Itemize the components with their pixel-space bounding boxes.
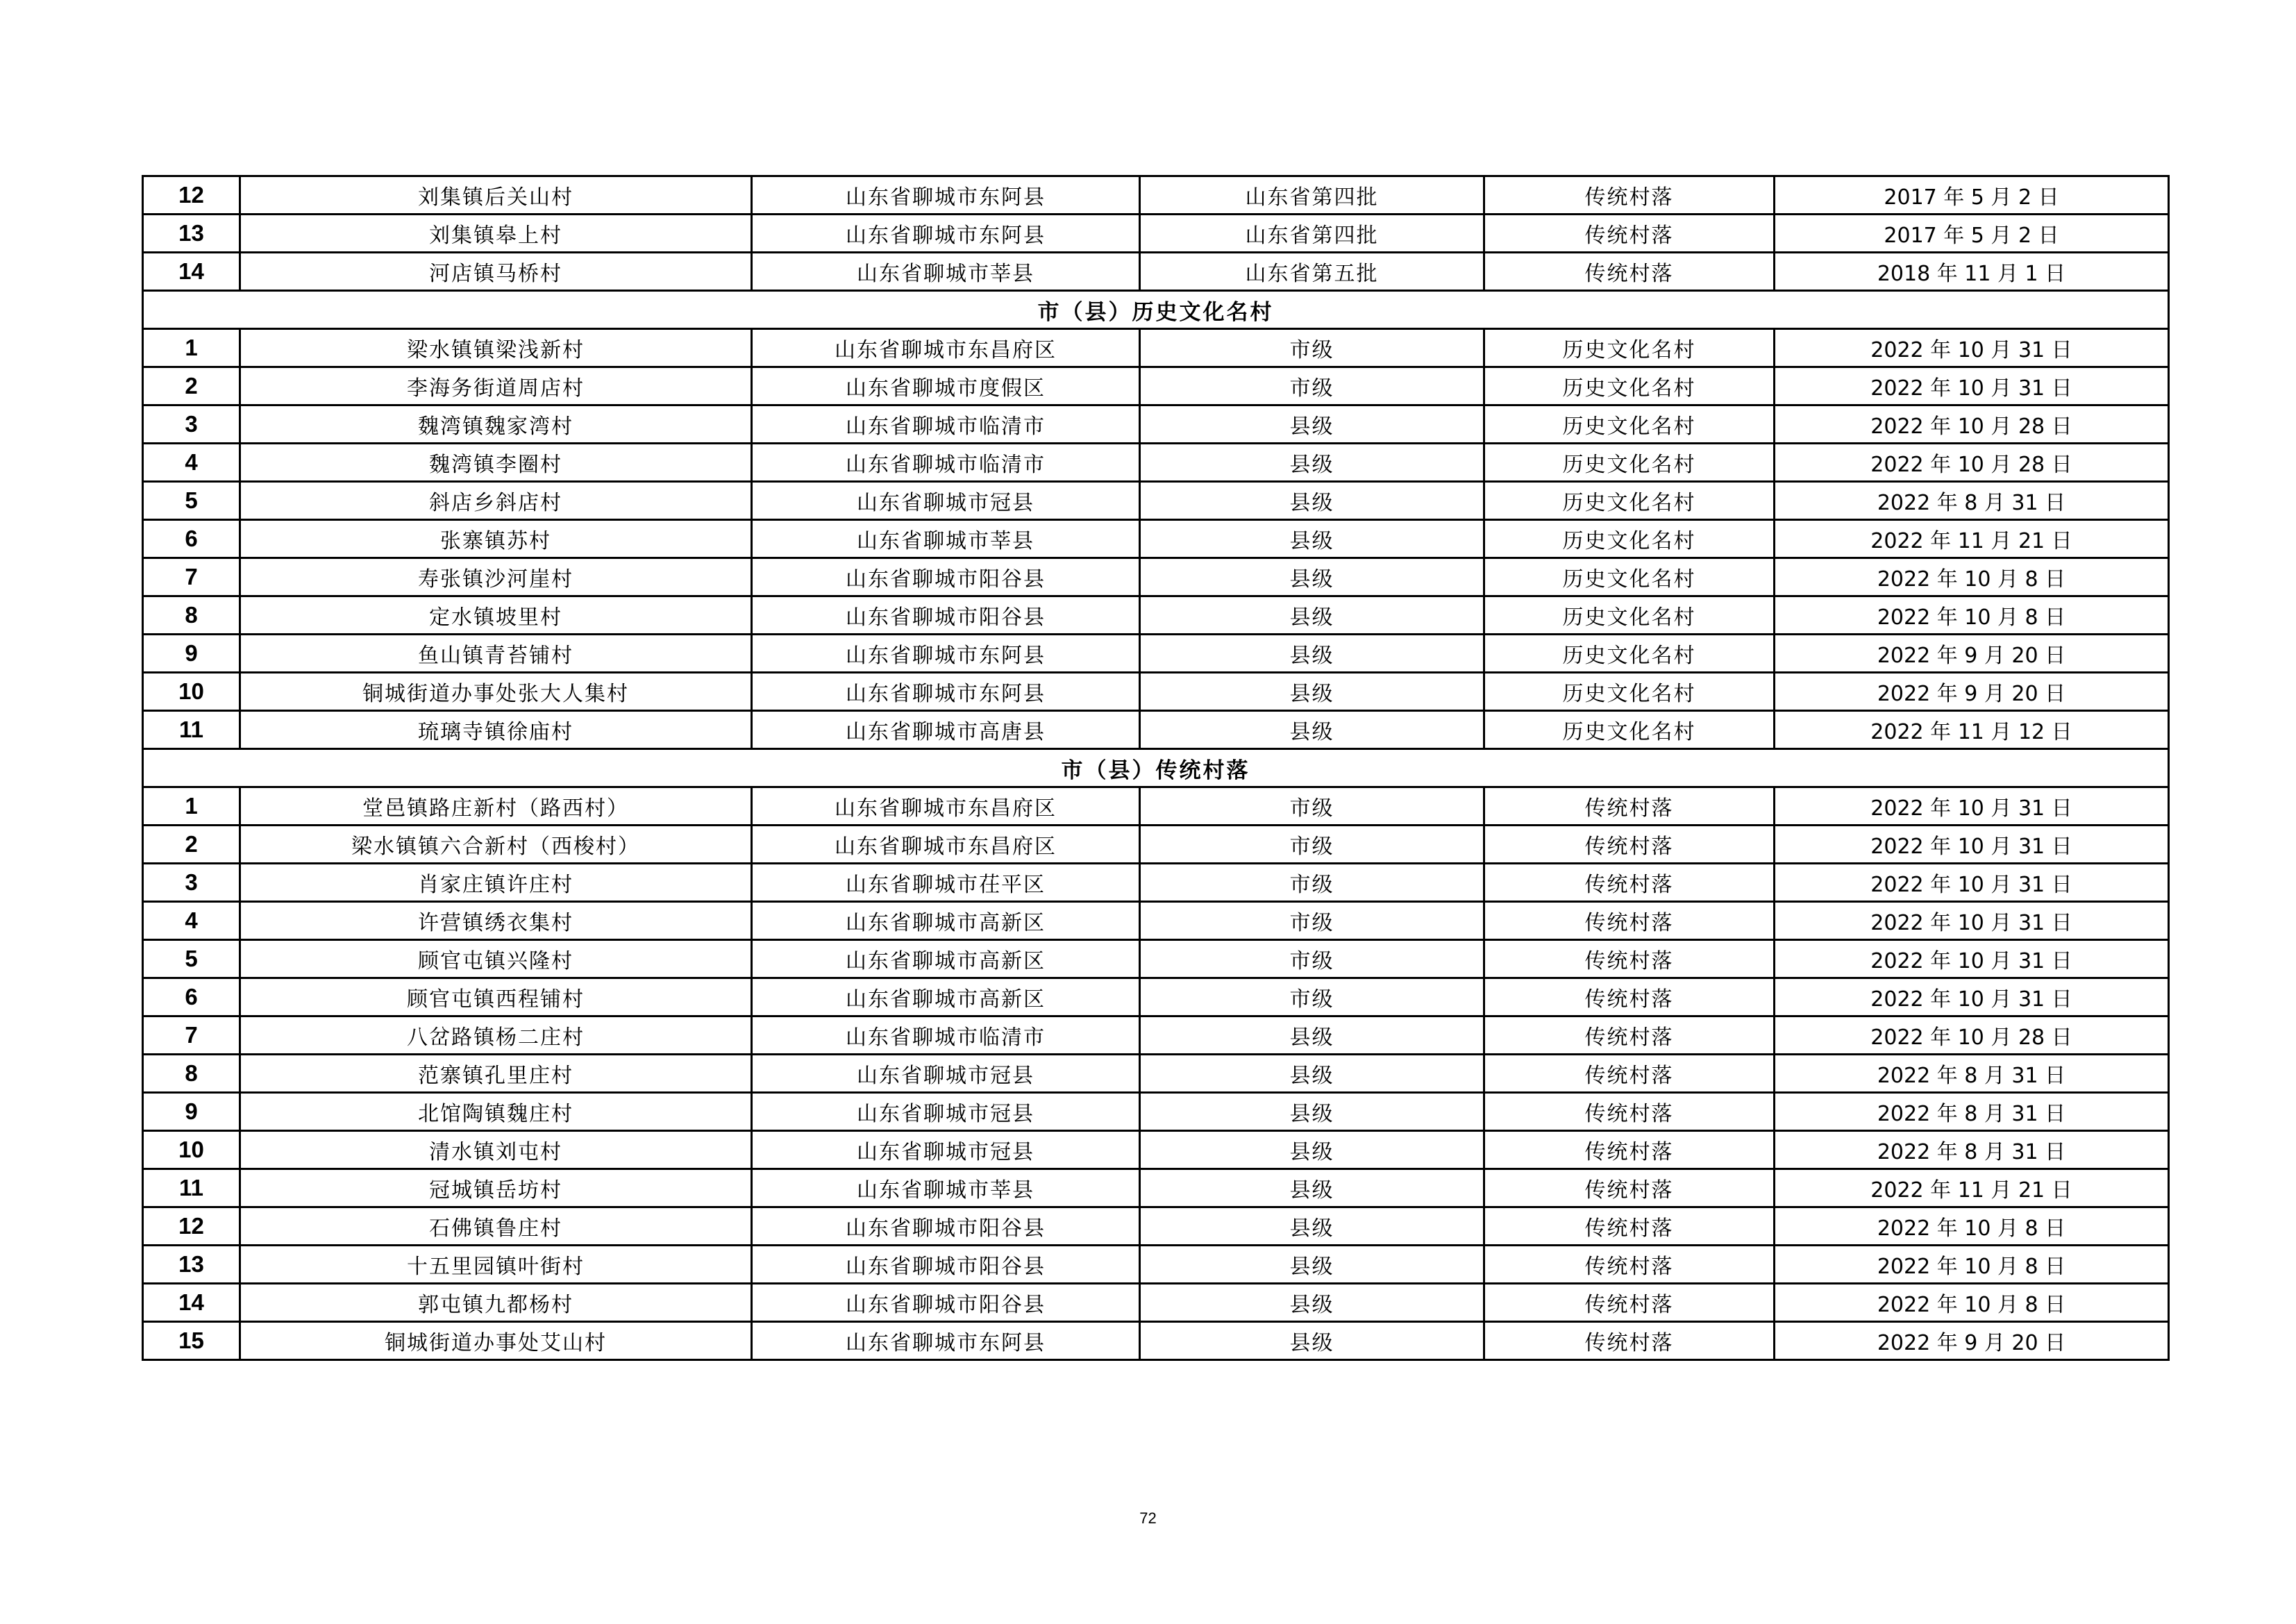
location-cell: 山东省聊城市冠县 — [752, 1055, 1140, 1093]
village-name-cell: 石佛镇鲁庄村 — [240, 1207, 752, 1246]
category-cell: 传统村落 — [1484, 940, 1775, 978]
category-cell: 历史文化名村 — [1484, 444, 1775, 482]
category-cell: 传统村落 — [1484, 1322, 1775, 1360]
category-cell: 传统村落 — [1484, 902, 1775, 940]
row-number-cell: 1 — [143, 329, 240, 367]
village-name-cell: 八岔路镇杨二庄村 — [240, 1016, 752, 1055]
level-cell: 山东省第五批 — [1140, 253, 1484, 291]
location-cell: 山东省聊城市高唐县 — [752, 711, 1140, 749]
row-number-cell: 14 — [143, 253, 240, 291]
table-row — [143, 1207, 2169, 1246]
location-cell: 山东省聊城市东阿县 — [752, 635, 1140, 673]
row-number-cell: 7 — [143, 558, 240, 596]
date-cell: 2022 年 8 月 31 日 — [1775, 482, 2169, 520]
table-row — [143, 1322, 2169, 1360]
location-cell: 山东省聊城市阳谷县 — [752, 1284, 1140, 1322]
row-number-cell: 11 — [143, 1169, 240, 1207]
level-cell: 县级 — [1140, 711, 1484, 749]
date-cell: 2022 年 8 月 31 日 — [1775, 1055, 2169, 1093]
village-name-cell: 梁水镇镇六合新村（西梭村） — [240, 826, 752, 864]
table-row — [143, 176, 2169, 215]
village-name-cell: 河店镇马桥村 — [240, 253, 752, 291]
date-cell: 2022 年 10 月 8 日 — [1775, 1207, 2169, 1246]
village-name-cell: 郭屯镇九都杨村 — [240, 1284, 752, 1322]
date-cell: 2022 年 11 月 21 日 — [1775, 520, 2169, 558]
level-cell: 县级 — [1140, 405, 1484, 444]
village-list-table — [142, 175, 2170, 1361]
table-row — [143, 1016, 2169, 1055]
village-name-cell: 肖家庄镇许庄村 — [240, 864, 752, 902]
category-cell: 传统村落 — [1484, 253, 1775, 291]
village-name-cell: 定水镇坡里村 — [240, 596, 752, 635]
table-row — [143, 405, 2169, 444]
row-number-cell: 13 — [143, 1246, 240, 1284]
location-cell: 山东省聊城市冠县 — [752, 1093, 1140, 1131]
date-cell: 2022 年 8 月 31 日 — [1775, 1131, 2169, 1169]
table-row — [143, 787, 2169, 826]
table-row — [143, 520, 2169, 558]
village-name-cell: 鱼山镇青苔铺村 — [240, 635, 752, 673]
row-number-cell: 7 — [143, 1016, 240, 1055]
level-cell: 县级 — [1140, 635, 1484, 673]
category-cell: 传统村落 — [1484, 1131, 1775, 1169]
village-name-cell: 堂邑镇路庄新村（路西村） — [240, 787, 752, 826]
table-row — [143, 864, 2169, 902]
level-cell: 市级 — [1140, 329, 1484, 367]
table-row — [143, 482, 2169, 520]
section-header-row — [143, 291, 2169, 329]
level-cell: 市级 — [1140, 902, 1484, 940]
table-row — [143, 444, 2169, 482]
date-cell: 2022 年 10 月 31 日 — [1775, 367, 2169, 405]
date-cell: 2022 年 9 月 20 日 — [1775, 673, 2169, 711]
village-name-cell: 顾官屯镇西程铺村 — [240, 978, 752, 1016]
row-number-cell: 2 — [143, 367, 240, 405]
category-cell: 传统村落 — [1484, 176, 1775, 215]
row-number-cell: 1 — [143, 787, 240, 826]
category-cell: 传统村落 — [1484, 1284, 1775, 1322]
village-name-cell: 铜城街道办事处艾山村 — [240, 1322, 752, 1360]
row-number-cell: 9 — [143, 1093, 240, 1131]
row-number-cell: 15 — [143, 1322, 240, 1360]
category-cell: 历史文化名村 — [1484, 405, 1775, 444]
level-cell: 县级 — [1140, 444, 1484, 482]
village-name-cell: 刘集镇皋上村 — [240, 215, 752, 253]
date-cell: 2022 年 10 月 31 日 — [1775, 787, 2169, 826]
location-cell: 山东省聊城市高新区 — [752, 978, 1140, 1016]
level-cell: 县级 — [1140, 482, 1484, 520]
category-cell: 传统村落 — [1484, 1016, 1775, 1055]
location-cell: 山东省聊城市东阿县 — [752, 215, 1140, 253]
row-number-cell: 5 — [143, 482, 240, 520]
row-number-cell: 10 — [143, 1131, 240, 1169]
location-cell: 山东省聊城市临清市 — [752, 405, 1140, 444]
date-cell: 2022 年 8 月 31 日 — [1775, 1093, 2169, 1131]
table-row — [143, 826, 2169, 864]
level-cell: 山东省第四批 — [1140, 215, 1484, 253]
section-heading: 市（县）历史文化名村 — [143, 291, 2169, 329]
row-number-cell: 4 — [143, 902, 240, 940]
row-number-cell: 10 — [143, 673, 240, 711]
date-cell: 2022 年 10 月 8 日 — [1775, 1284, 2169, 1322]
category-cell: 历史文化名村 — [1484, 558, 1775, 596]
row-number-cell: 3 — [143, 405, 240, 444]
location-cell: 山东省聊城市东阿县 — [752, 673, 1140, 711]
row-number-cell: 6 — [143, 520, 240, 558]
row-number-cell: 12 — [143, 176, 240, 215]
page-number: 72 — [1139, 1509, 1157, 1527]
date-cell: 2022 年 10 月 28 日 — [1775, 405, 2169, 444]
category-cell: 传统村落 — [1484, 864, 1775, 902]
table-row — [143, 367, 2169, 405]
level-cell: 县级 — [1140, 1322, 1484, 1360]
category-cell: 历史文化名村 — [1484, 329, 1775, 367]
table-row — [143, 711, 2169, 749]
date-cell: 2022 年 10 月 31 日 — [1775, 329, 2169, 367]
category-cell: 传统村落 — [1484, 1169, 1775, 1207]
row-number-cell: 14 — [143, 1284, 240, 1322]
date-cell: 2022 年 10 月 8 日 — [1775, 1246, 2169, 1284]
location-cell: 山东省聊城市临清市 — [752, 444, 1140, 482]
location-cell: 山东省聊城市阳谷县 — [752, 558, 1140, 596]
location-cell: 山东省聊城市高新区 — [752, 940, 1140, 978]
location-cell: 山东省聊城市阳谷县 — [752, 596, 1140, 635]
table-row — [143, 978, 2169, 1016]
location-cell: 山东省聊城市东昌府区 — [752, 826, 1140, 864]
level-cell: 市级 — [1140, 826, 1484, 864]
village-name-cell: 顾官屯镇兴隆村 — [240, 940, 752, 978]
location-cell: 山东省聊城市阳谷县 — [752, 1207, 1140, 1246]
location-cell: 山东省聊城市东阿县 — [752, 176, 1140, 215]
category-cell: 历史文化名村 — [1484, 596, 1775, 635]
village-name-cell: 许营镇绣衣集村 — [240, 902, 752, 940]
level-cell: 山东省第四批 — [1140, 176, 1484, 215]
village-name-cell: 寿张镇沙河崖村 — [240, 558, 752, 596]
level-cell: 县级 — [1140, 1016, 1484, 1055]
date-cell: 2022 年 10 月 8 日 — [1775, 596, 2169, 635]
level-cell: 县级 — [1140, 1207, 1484, 1246]
level-cell: 县级 — [1140, 1131, 1484, 1169]
level-cell: 县级 — [1140, 1246, 1484, 1284]
date-cell: 2022 年 10 月 31 日 — [1775, 902, 2169, 940]
level-cell: 县级 — [1140, 558, 1484, 596]
category-cell: 历史文化名村 — [1484, 482, 1775, 520]
category-cell: 历史文化名村 — [1484, 367, 1775, 405]
date-cell: 2018 年 11 月 1 日 — [1775, 253, 2169, 291]
village-name-cell: 琉璃寺镇徐庙村 — [240, 711, 752, 749]
table-row — [143, 1169, 2169, 1207]
date-cell: 2022 年 10 月 31 日 — [1775, 864, 2169, 902]
village-name-cell: 魏湾镇魏家湾村 — [240, 405, 752, 444]
row-number-cell: 12 — [143, 1207, 240, 1246]
row-number-cell: 4 — [143, 444, 240, 482]
section-heading: 市（县）传统村落 — [143, 749, 2169, 787]
village-name-cell: 斜店乡斜店村 — [240, 482, 752, 520]
category-cell: 传统村落 — [1484, 1246, 1775, 1284]
category-cell: 历史文化名村 — [1484, 520, 1775, 558]
date-cell: 2022 年 10 月 31 日 — [1775, 978, 2169, 1016]
category-cell: 传统村落 — [1484, 978, 1775, 1016]
row-number-cell: 11 — [143, 711, 240, 749]
date-cell: 2022 年 10 月 31 日 — [1775, 826, 2169, 864]
level-cell: 市级 — [1140, 787, 1484, 826]
category-cell: 历史文化名村 — [1484, 711, 1775, 749]
category-cell: 传统村落 — [1484, 826, 1775, 864]
row-number-cell: 13 — [143, 215, 240, 253]
location-cell: 山东省聊城市东昌府区 — [752, 787, 1140, 826]
location-cell: 山东省聊城市茌平区 — [752, 864, 1140, 902]
location-cell: 山东省聊城市东昌府区 — [752, 329, 1140, 367]
table-row — [143, 558, 2169, 596]
level-cell: 县级 — [1140, 596, 1484, 635]
level-cell: 县级 — [1140, 1284, 1484, 1322]
location-cell: 山东省聊城市度假区 — [752, 367, 1140, 405]
category-cell: 历史文化名村 — [1484, 673, 1775, 711]
table-row — [143, 215, 2169, 253]
level-cell: 县级 — [1140, 1093, 1484, 1131]
row-number-cell: 8 — [143, 1055, 240, 1093]
level-cell: 市级 — [1140, 940, 1484, 978]
village-name-cell: 北馆陶镇魏庄村 — [240, 1093, 752, 1131]
row-number-cell: 5 — [143, 940, 240, 978]
date-cell: 2022 年 11 月 21 日 — [1775, 1169, 2169, 1207]
category-cell: 历史文化名村 — [1484, 635, 1775, 673]
table-row — [143, 1246, 2169, 1284]
table-row — [143, 635, 2169, 673]
date-cell: 2017 年 5 月 2 日 — [1775, 176, 2169, 215]
category-cell: 传统村落 — [1484, 1207, 1775, 1246]
date-cell: 2022 年 9 月 20 日 — [1775, 1322, 2169, 1360]
table-row — [143, 902, 2169, 940]
level-cell: 市级 — [1140, 367, 1484, 405]
table-row — [143, 253, 2169, 291]
date-cell: 2022 年 10 月 28 日 — [1775, 444, 2169, 482]
village-name-cell: 梁水镇镇梁浅新村 — [240, 329, 752, 367]
table-row — [143, 1131, 2169, 1169]
table-row — [143, 940, 2169, 978]
row-number-cell: 2 — [143, 826, 240, 864]
level-cell: 县级 — [1140, 1169, 1484, 1207]
location-cell: 山东省聊城市莘县 — [752, 520, 1140, 558]
location-cell: 山东省聊城市莘县 — [752, 253, 1140, 291]
location-cell: 山东省聊城市高新区 — [752, 902, 1140, 940]
village-name-cell: 范寨镇孔里庄村 — [240, 1055, 752, 1093]
village-name-cell: 冠城镇岳坊村 — [240, 1169, 752, 1207]
row-number-cell: 6 — [143, 978, 240, 1016]
row-number-cell: 3 — [143, 864, 240, 902]
village-name-cell: 刘集镇后关山村 — [240, 176, 752, 215]
level-cell: 市级 — [1140, 978, 1484, 1016]
category-cell: 传统村落 — [1484, 1055, 1775, 1093]
category-cell: 传统村落 — [1484, 787, 1775, 826]
location-cell: 山东省聊城市阳谷县 — [752, 1246, 1140, 1284]
date-cell: 2022 年 10 月 8 日 — [1775, 558, 2169, 596]
table-row — [143, 1284, 2169, 1322]
location-cell: 山东省聊城市冠县 — [752, 1131, 1140, 1169]
location-cell: 山东省聊城市莘县 — [752, 1169, 1140, 1207]
row-number-cell: 8 — [143, 596, 240, 635]
level-cell: 县级 — [1140, 520, 1484, 558]
table-row — [143, 1055, 2169, 1093]
section-header-row — [143, 749, 2169, 787]
village-name-cell: 十五里园镇叶街村 — [240, 1246, 752, 1284]
category-cell: 传统村落 — [1484, 215, 1775, 253]
table-row — [143, 329, 2169, 367]
table-row — [143, 596, 2169, 635]
date-cell: 2022 年 11 月 12 日 — [1775, 711, 2169, 749]
village-name-cell: 张寨镇苏村 — [240, 520, 752, 558]
table-row — [143, 673, 2169, 711]
date-cell: 2022 年 9 月 20 日 — [1775, 635, 2169, 673]
category-cell: 传统村落 — [1484, 1093, 1775, 1131]
village-name-cell: 清水镇刘屯村 — [240, 1131, 752, 1169]
table-row — [143, 1093, 2169, 1131]
level-cell: 县级 — [1140, 1055, 1484, 1093]
table-body — [143, 176, 2169, 1360]
location-cell: 山东省聊城市临清市 — [752, 1016, 1140, 1055]
location-cell: 山东省聊城市冠县 — [752, 482, 1140, 520]
row-number-cell: 9 — [143, 635, 240, 673]
village-name-cell: 李海务街道周店村 — [240, 367, 752, 405]
date-cell: 2022 年 10 月 31 日 — [1775, 940, 2169, 978]
level-cell: 县级 — [1140, 673, 1484, 711]
village-name-cell: 魏湾镇李圈村 — [240, 444, 752, 482]
level-cell: 市级 — [1140, 864, 1484, 902]
location-cell: 山东省聊城市东阿县 — [752, 1322, 1140, 1360]
village-name-cell: 铜城街道办事处张大人集村 — [240, 673, 752, 711]
date-cell: 2022 年 10 月 28 日 — [1775, 1016, 2169, 1055]
date-cell: 2017 年 5 月 2 日 — [1775, 215, 2169, 253]
